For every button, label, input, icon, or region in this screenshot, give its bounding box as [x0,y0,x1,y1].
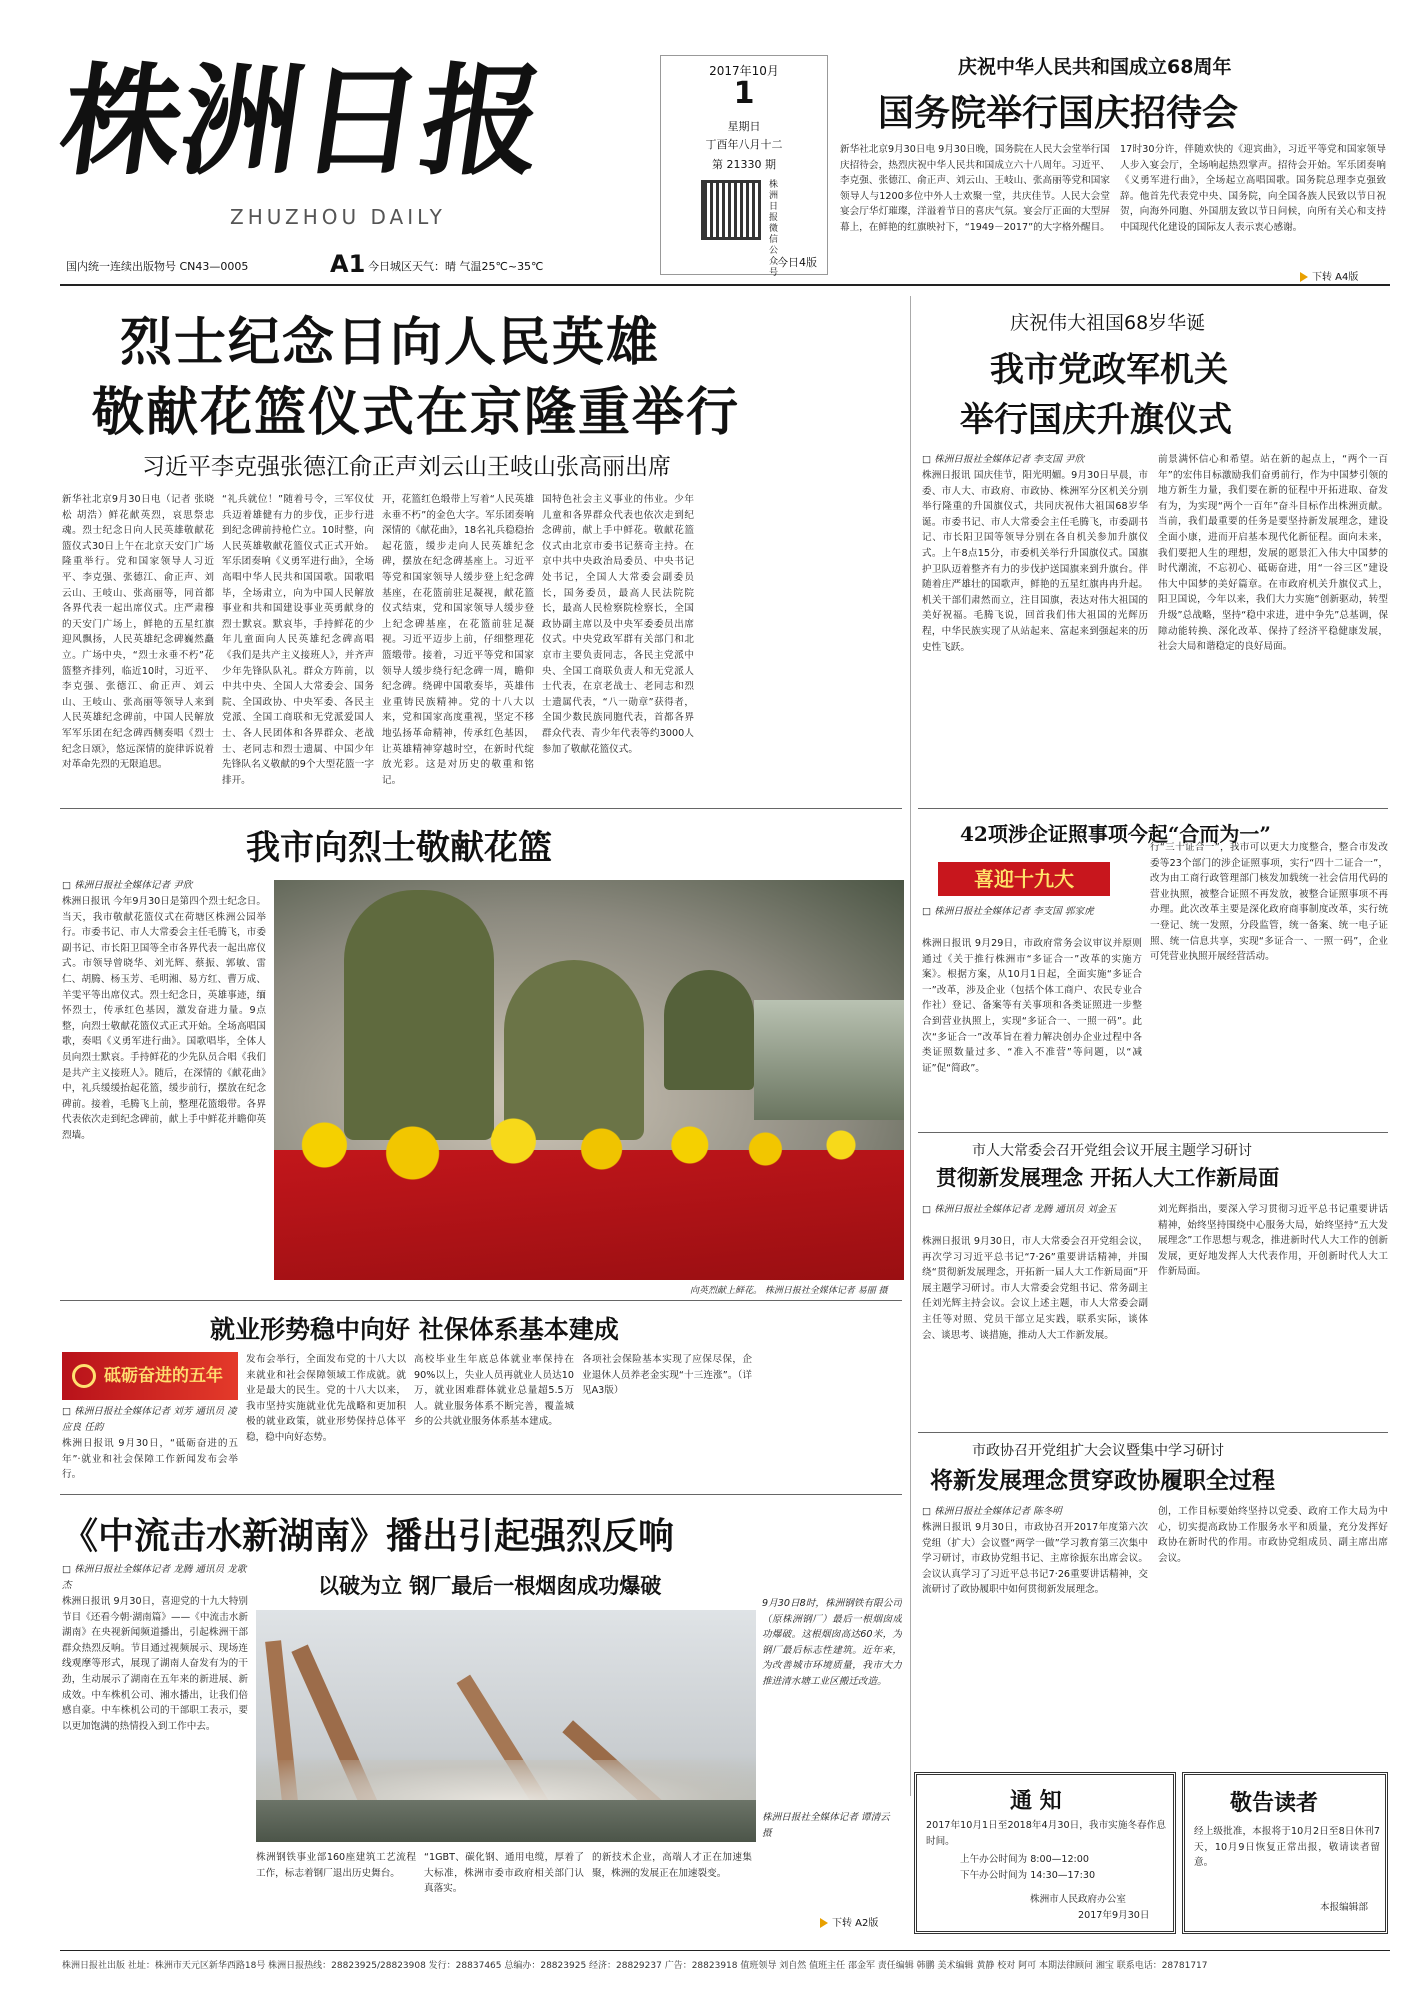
main-column-1: 新华社北京9月30日电（记者 张晓松 胡浩）鲜花献英烈，哀思祭忠魂。烈士纪念日向人民英雄敬献花篮仪式30日上午在北京天安门广场隆重举行。党和国家领导人习近平、李克强、张德江、俞正声、刘云山、王岐山、张高丽等，同首都各界代表一起出席仪式。庄严肃穆的天安门广场上，鲜艳的五星红旗迎风飘扬，人民英雄纪念碑巍然矗立。广场中央，“烈士永垂不朽”花篮整齐排列，临近10时，习近平、李克强、张德江、俞正声、刘云山、王岐山、张高丽等领导人来到人民英雄纪念碑前，中国人民解放军军乐团在纪念碑西侧奏唱《烈士纪念日颂》，悠远深情的旋律诉说着对革命先烈的无限追思。 [62,494,214,771]
newspaper-english-title: ZHUZHOU DAILY [230,205,446,229]
divider-top [60,284,1390,286]
demolition-photo [256,1610,756,1842]
jobs-byline: □ 株洲日报社全媒体记者 刘芳 通讯员 凌应良 任韵 [62,1406,237,1433]
divider-flag-bottom [918,808,1388,809]
notice-body: 2017年10月1日至2018年4月30日，我市实施冬春作息时间。 [926,1820,1166,1847]
npc-headline: 贯彻新发展理念 开拓人大工作新局面 [936,1165,1280,1190]
lead-headline: 国务院举行国庆招待会 [878,93,1239,134]
date-lunar: 丁酉年八月十二 [705,138,783,151]
date-weekday: 星期日 [727,120,761,133]
cn-code: 国内统一连续出版物号 CN43—0005 [66,260,249,273]
jobs-column-4: 各项社会保险基本实现了应保尽保，企业退休人员养老金实现“十三连涨”。（详见A3版） [582,1354,752,1397]
demolition-column-1: 株洲钢铁事业部160座建筑工艺流程工作，标志着钢厂退出历史舞台。 [256,1852,416,1879]
reform-headline: 42项涉企证照事项今起“合而为一” [960,822,1271,846]
flag-column-2: 前景满怀信心和希望。站在新的起点上，“两个一百年”的宏伟目标激励我们奋勇前行，作为中国梦引领的地方新生力量，我们要在新的征程中开拓进取、奋发有为，为实现“两个一百年”奋斗目标作出株洲贡献。当前，我们最重要的任务是要坚持新发展理念，建设全面小康，进而开启基本现代化新征程。面向未来，我们要把人生的理想，发展的愿景汇入伟大中国梦的时代潮流，不忘初心、砥砺奋进，用“一谷三区”建设伟大中国梦的美好篇章。在市政府机关升旗仪式上，阳卫国说，今年以来，我们大力实施“创新驱动，转型升级”总战略，坚持“稳中求进，进中争先”总基调，保障动能转换、深化改革、保持了经济平稳健康发展，社会大局和谐稳定的良好局面。 [1158,454,1388,653]
page-number: A1 [330,250,366,278]
footer-info: 株洲日报社出版 社址：株洲市天元区新华西路18号 株洲日报热线：28823925/28823908 发行：28837465 总编办：28823925 经济：28829237 广告：28823918 值班领导 刘自然 值班主任 邵金军 责任编辑 韩鹏 美术编辑 黄静 校对 阿可 本期法律顾问 湘宝 联系电话：28781717 [62,1961,1208,1971]
soldier-figure-3 [664,970,754,1090]
mourn-headline: 我市向烈士敬献花篮 [246,828,552,868]
date-box [660,55,828,278]
flag-column-1: 株洲日报讯 国庆佳节，阳光明媚。9月30日早晨，市委、市人大、市政府、市政协、株洲军分区机关分别举行隆重的升国旗仪式，共同庆祝伟大祖国68岁华诞。市委书记、市人大常委会主任毛腾飞，市委副书记、市长阳卫国等领导分别在各自机关参加升旗仪式。上午8点15分，市委机关举行升国旗仪式。国旗护卫队迈着整齐有力的步伐护送国旗来到升旗台。伴随着庄严雄壮的国歌声，鲜艳的五星红旗冉冉升起。机关干部们肃然而立，注目国旗，表达对伟大祖国的美好祝福。毛腾飞说，回首我们伟大祖国的光辉历程，中华民族实现了从站起来、富起来到强起来的历史性飞跃。 [922,470,1148,653]
notice-date: 2017年9月30日 [1078,1910,1150,1921]
tv-headline: 《中流击水新湖南》播出引起强烈反响 [62,1515,675,1557]
jobs-column-1: 株洲日报讯 9月30日，“砥砺奋进的五年”·就业和社会保障工作新闻发布会举行。 [62,1438,238,1481]
reform-column-2: 行“三十证合一”，我市可以更大力度整合，整合市发改委等23个部门的涉企证照事项，实行“四十二证合一”，改为由工商行政管理部门核发加载统一社会信用代码的营业执照，被整合证照不再发放，被整合证照事项不再办理。此次改革主要是深化政府商事制度改革，实行统一登记、统一发照，分段监管，统一备案、统一电子证照、统一信息共享，实现“多证合一、一照一码”，企业可凭营业执照开展经营活动。 [1150,842,1388,963]
flag-headline-2: 举行国庆升旗仪式 [960,400,1232,440]
divider-photo-bottom [60,1300,902,1301]
date-day: 1 [733,76,755,111]
npc-column-2: 刘光辉指出，要深入学习贯彻习近平总书记重要讲话精神，始终坚持围绕中心服务大局，始终坚持“五大发展理念”工作思想与观念，推进新时代人大工作的创新发展，更好地发挥人大代表作用，开创新时代人大工作新局面。 [1158,1204,1388,1278]
divider-right-column [910,296,911,1796]
notice-title: 通 知 [1010,1789,1062,1814]
notice-issuer: 株洲市人民政府办公室 [1030,1894,1126,1905]
mourn-body: 株洲日报讯 今年9月30日是第四个烈士纪念日。当天，我市敬献花篮仪式在荷塘区株洲公园举行。市委书记、市人大常委会主任毛腾飞，市委副书记、市长阳卫国等全市各界代表一起出席仪式。市领导曾晓华、刘光辉、蔡振、郭敏、雷仁、胡腾、杨玉芳、毛明湘、易方红、曹万成、羊雯平等出席仪式。烈士纪念日，英雄事迹，缅怀烈士，传承红色基因，激发奋进力量。9点整，向烈士敬献花篮仪式正式开始。全场高唱国歌，奏唱《义勇军进行曲》。国歌唱毕，全体人员向烈士默哀。手持鲜花的少先队员合唱《我们是共产主义接班人》。随后，在深情的《献花曲》中，礼兵缓缓抬起花篮，缓步前行，摆放在纪念碑前。接着，毛腾飞上前，整理花篮缎带。各界代表依次走到纪念碑前，献上手中鲜花并瞻仰英烈墙。 [62,896,266,1141]
factory-buildings [256,1800,756,1842]
divider-footer [60,1950,1390,1951]
qr-caption: 株洲日报微信公众号 [769,180,779,278]
soldier-figure-1 [344,890,494,1140]
qr-code[interactable] [701,180,761,240]
demolition-column-2: “1GBT、碳化钢、通用电缆，厚着了大标准，株洲市委市政府相关部门认真落实。 [424,1852,584,1895]
demolition-side-caption: 9月30日8时，株洲钢铁有限公司（原株洲钢厂）最后一根烟囱成功爆破。这根烟囱高达60米，为钢厂最后标志性建筑。近年来，为改善城市环境质量，我市大力推进清水塘工业区搬迁改造。 [762,1598,902,1687]
masthead-logo [52,51,622,192]
weather: 今日城区天气：晴 气温25℃~35℃ [368,260,544,273]
main-headline-2: 敬献花篮仪式在京隆重举行 [92,382,741,443]
flag-kicker: 庆祝伟大祖国68岁华诞 [1010,312,1206,334]
mourn-photo-caption: 向英烈献上鲜花。 株洲日报社全媒体记者 易丽 摄 [690,1286,888,1296]
demolition-column-3: 的新技术企业，高端人才正在加速集聚，株洲的发展正在加速裂变。 [592,1852,752,1879]
reform-column-1: 株洲日报讯 9月29日，市政府常务会议审议并原则通过《关于推行株洲市“多证合一”改革的实施方案》。根据方案，从10月1日起，全面实施“多证合一”改革，涉及企业（包括个体工商户、农民专业合作社）登记、备案等有关事项和各类证照进一步整合到营业执照上，实现“多证合一、一照一码”。此次“多证合一”改革旨在着力解决创办企业过程中各类证照数量过多、“准入不准营”等问题，以“减证”促“简政”。 [922,938,1142,1074]
cppcc-column-2: 创，工作目标要始终坚持以党委、政府工作大局为中心，切实提高政协工作服务水平和质量，充分发挥好政协在新时代的作用。市政协党组成员、副主席出席会议。 [1158,1506,1388,1564]
flag-byline: □ 株洲日报社全媒体记者 李支国 尹欣 [922,454,1085,465]
cppcc-headline: 将新发展理念贯穿政协履职全过程 [930,1467,1275,1494]
npc-kicker: 市人大常委会召开党组会议开展主题学习研讨 [972,1143,1252,1159]
cppcc-kicker: 市政协召开党组扩大会议暨集中学习研讨 [972,1443,1224,1459]
demolition-credit: 株洲日报社全媒体记者 谭清云 摄 [762,1812,890,1839]
page-count: 今日4版 [777,256,817,269]
main-column-2: “礼兵就位！”随着号令，三军仪仗兵迈着雄健有力的步伐，正步行进到纪念碑前持枪伫立。10时整，向人民英雄敬献花篮仪式正式开始。军乐团奏响《义勇军进行曲》，全场高唱中华人民共和国国歌。国歌唱毕，全场肃立，向为中国人民解放事业和共和国建设事业英勇献身的烈士默哀。默哀毕，手持鲜花的少年儿童面向人民英雄纪念碑高唱《我们是共产主义接班人》，并齐声少年先锋队队礼。群众方阵前，以中共中央、全国人大常委会、国务院、全国政协、中央军委、各民主党派、全国工商联和无党派爱国人士、各人民团体和各界群众、老战士、老同志和烈士遗属、中国少年先锋队名义敬献的9个大型花篮一字排开。 [222,494,374,786]
tv-body: 株洲日报讯 9月30日，喜迎党的十九大特别节目《还看今朝·湖南篇》——《中流击水新湖南》在央视新闻频道播出，引起株洲干部群众热烈反响。节目通过视频展示、现场连线观摩等形式，展现了湖南人奋发有为的干劲，生动展示了湖南在五年来的新进展、新成效。中车株机公司、湘水播出，让我们倍感自豪。中车株机公司的干部职工表示，要以更加饱满的热情投入到工作中去。 [62,1596,248,1732]
jobs-column-3: 高校毕业生年底总体就业率保持在90%以上，失业人员再就业人员达10万，就业困难群体就业总量超5.5万人。就业服务体系不断完善，覆盖城乡的公共就业服务体系基本建成。 [414,1354,574,1428]
main-subtitle: 习近平李克强张德江俞正声刘云山王岐山张高丽出席 [142,454,671,480]
mourn-byline: □ 株洲日报社全媒体记者 尹欣 [62,880,193,891]
notice-hours-afternoon: 下午办公时间为 14:30—17:30 [960,1870,1096,1881]
lead-kicker: 庆祝中华人民共和国成立68周年 [958,56,1232,78]
readers-title: 敬告读者 [1230,1791,1319,1816]
jump-arrow-icon [820,1918,828,1928]
demolition-jump-label: 下转 A2版 [832,1918,879,1929]
lead-jump[interactable] [1300,268,1358,283]
jobs-column-2: 发布会举行，全面发布党的十八大以来就业和社会保障领域工作成就。就业是最大的民生。党的十八大以来，我市坚持实施就业优先战略和更加积极的就业政策，就业形势保持总体平稳，稳中向好态势。 [246,1354,406,1443]
reform-byline: □ 株洲日报社全媒体记者 李支国 郭家虎 [922,906,1094,917]
tv-byline: □ 株洲日报社全媒体记者 龙腾 通讯员 龙歌杰 [62,1564,247,1591]
divider-npc-bottom [918,1432,1388,1433]
npc-column-1: 株洲日报讯 9月30日，市人大常委会召开党组会议，再次学习习近平总书记“7·26”重要讲话精神，并围绕“贯彻新发展理念，开拓新一届人大工作新局面”开展主题学习研讨。市人大常委会党组书记、常务副主任刘光辉主持会议。会议上述主题，市人大常委会副主任等对照、党员干部立足实践，联系实际，谈体会、谈思考、谈措施，推动人大工作新发展。 [922,1236,1148,1341]
readers-body: 经上级批准，本报将于10月2日至8日休刊7天，10月9日恢复正常出报，敬请读者留意。 [1194,1826,1380,1869]
notice-hours-morning: 上午办公时间为 8:00—12:00 [960,1854,1089,1865]
flag-headline-1: 我市党政军机关 [990,350,1228,390]
readers-sign: 本报编辑部 [1320,1902,1368,1913]
issue-number: 第 21330 期 [712,158,776,171]
divider-jobs-bottom [60,1494,902,1495]
lead-column-2: 17时30分许，伴随欢快的《迎宾曲》，习近平等党和国家领导人步入宴会厅，全场响起热烈掌声。招待会开始。军乐团奏响《义勇军进行曲》，全场起立高唱国歌。国务院总理李克强致辞。他首先代表党中央、国务院，向全国各族人民致以节日祝贺，向海外同胞、外国朋友致以节日问候，向所有关心和支持中国现代化建设的国际友人表示衷心感谢。 [1120,144,1386,233]
cppcc-byline: □ 株洲日报社全媒体记者 陈冬明 [922,1506,1062,1517]
newspaper-title: 株洲日报 [52,51,552,192]
reform-badge: 喜迎十九大 [938,862,1110,896]
demolition-jump[interactable] [820,1914,878,1929]
crowd-background [754,1000,904,1120]
lead-jump-label: 下转 A4版 [1312,272,1359,283]
demolition-headline: 以破为立 钢厂最后一根烟囱成功爆破 [318,1574,662,1598]
jobs-series-logo-text: 砥砺奋进的五年 [104,1366,223,1386]
lead-column-1: 新华社北京9月30日电 9月30日晚，国务院在人民大会堂举行国庆招待会，热烈庆祝中华人民共和国成立六十八周年。习近平、李克强、张德江、俞正声、刘云山、王岐山、张高丽等党和国家领导人与1200多位中外人士欢聚一堂，共庆佳节。人民大会堂宴会厅华灯璀璨，洋溢着节日的喜庆气氛。宴会厅正面的大型屏幕上，在鲜艳的红旗映衬下，“1949－2017”的大字格外醒目。 [840,144,1110,233]
cppcc-column-1: 株洲日报讯 9月30日，市政协召开2017年度第六次党组（扩大）会议暨“两学一做”学习教育第三次集中学习研讨，市政协党组书记、主席徐振东出席会议。会议认真学习了习近平总书记7·26重要讲话精神，交流研讨了政协履职中如何贯彻新发展理念。 [922,1522,1148,1596]
jump-arrow-icon [1300,272,1308,282]
party-emblem-icon [72,1364,96,1388]
jobs-series-logo [62,1352,238,1400]
npc-byline: □ 株洲日报社全媒体记者 龙腾 通讯员 刘金玉 [922,1204,1116,1215]
mourn-photo [274,880,904,1280]
main-column-3: 开，花篮红色缎带上写着“人民英雄永垂不朽”的金色大字。军乐团奏响深情的《献花曲》，18名礼兵稳稳抬起花篮，缓步走向人民英雄纪念碑，摆放在纪念碑基座上。习近平等党和国家领导人缓步登上纪念碑基座，在花篮前驻足凝视，献花篮仪式结束，党和国家领导人缓步登上纪念碑基座，在花篮前驻足凝视。习近平迈步上前，仔细整理花篮缎带。接着，习近平等党和国家领导人缓步绕行纪念碑一周，瞻仰纪念碑。绕碑中国歌奏毕，英雄伟业重铸民族精神。党的十八大以来，党和国家高度重视，坚定不移地弘扬革命精神，传承红色基因，让英雄精神穿越时空，在新时代绽放光彩。这是对历史的敬重和铭记。 [382,494,534,786]
jobs-headline: 就业形势稳中向好 社保体系基本建成 [210,1315,619,1344]
main-column-4: 国特色社会主义事业的伟业。少年儿童和各界群众代表也依次走到纪念碑前，献上手中鲜花。敬献花篮仪式由北京市委书记蔡奇主持。在京中共中央政治局委员、中央书记处书记，全国人大常委会副委员长，国务委员，最高人民法院院长，最高人民检察院检察长，全国政协副主席以及中央军委委员出席仪式。中央党政军群有关部门和北京市主要负责同志，各民主党派中央、全国工商联负责人和无党派人士代表，在京老战士、老同志和烈士遗属代表，“八一勋章”获得者，全国少数民族同胞代表，首都各界群众代表、青少年代表等约3000人参加了敬献花篮仪式。 [542,494,694,755]
divider-reform-bottom [918,1132,1388,1133]
date-line: 2017年10月 [709,64,779,78]
divider-main-bottom [60,808,902,809]
yellow-flowers-row [274,1105,904,1185]
main-headline-1: 烈士纪念日向人民英雄 [120,312,661,373]
